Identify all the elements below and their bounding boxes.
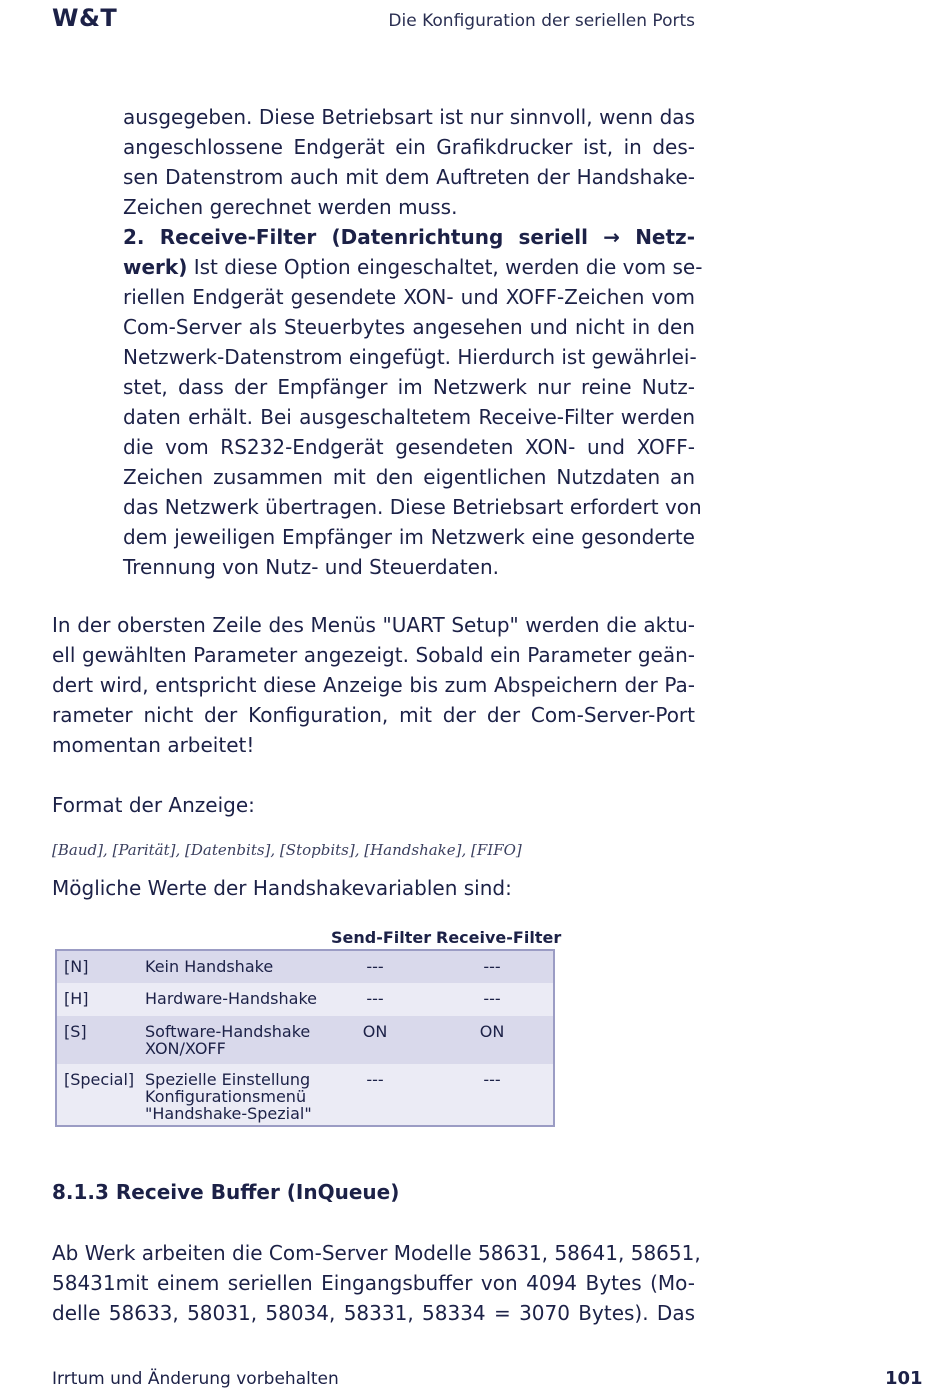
handshake-description: Software-Handshake — [145, 1022, 311, 1041]
handshake-description: Spezielle Einstellung — [145, 1070, 311, 1089]
send-filter-value: ON — [362, 1022, 388, 1041]
handshake-code: [H] — [64, 989, 89, 1008]
send-filter-value: --- — [366, 1070, 384, 1089]
text-line: delle 58633, 58031, 58034, 58331, 58334 = 3070 Bytes). Das — [52, 1301, 695, 1325]
text-line: Ab Werk arbeiten die Com-Server Modelle 58631, 58641, 58651, — [52, 1241, 701, 1265]
text-line: momentan arbeitet! — [52, 733, 255, 757]
receive-filter-paragraph — [123, 222, 703, 582]
text-line: angeschlossene Endgerät ein Grafikdrucker ist, in des- — [123, 135, 695, 159]
handshake-description: Kein Handshake — [145, 957, 274, 976]
text-line: Zeichen gerechnet werden muss. — [123, 195, 458, 219]
table-header-receive-filter: Receive-Filter — [436, 928, 562, 947]
uart-setup-paragraph — [52, 610, 695, 760]
text-line: die vom RS232-Endgerät gesendeten XON- und XOFF- — [123, 435, 695, 459]
text-line: das Netzwerk übertragen. Diese Betriebsart erfordert von — [123, 495, 702, 519]
handshake-description: Hardware-Handshake — [145, 989, 317, 1008]
paragraph-continuation — [123, 102, 695, 222]
text-line: rameter nicht der Konfiguration, mit der der Com-Server-Port — [52, 703, 695, 727]
handshake-table — [55, 949, 555, 1127]
text-fragment: Ist diese Option eingeschaltet, werden die vom se- — [187, 255, 703, 279]
table-row — [57, 951, 553, 983]
table-row — [57, 1016, 553, 1064]
text-line: Trennung von Nutz- und Steuerdaten. — [123, 555, 500, 579]
text-line: dert wird, entspricht diese Anzeige bis zum Abspeichern der Pa- — [52, 673, 695, 697]
text-line: sen Datenstrom auch mit dem Auftreten der Handshake- — [123, 165, 695, 189]
handshake-code: [S] — [64, 1022, 87, 1041]
handshake-description: "Handshake-Spezial" — [145, 1104, 312, 1123]
table-header-send-filter: Send-Filter — [331, 928, 432, 947]
handshake-code: [Special] — [64, 1070, 135, 1089]
format-label: Format der Anzeige: — [52, 793, 255, 817]
text-line: stet, dass der Empfänger im Netzwerk nur reine Nutz- — [123, 375, 695, 399]
text-line: riellen Endgerät gesendete XON- und XOFF-Zeichen vom — [123, 285, 695, 309]
text-line: Netzwerk-Datenstrom eingefügt. Hierdurch ist gewährlei- — [123, 345, 697, 369]
text-line: In der obersten Zeile des Menüs "UART Setup" werden die aktu- — [52, 613, 695, 637]
text-line: ausgegeben. Diese Betriebsart ist nur sinnvoll, wenn das — [123, 105, 695, 129]
text-line — [123, 252, 703, 282]
receive-filter-value: --- — [483, 1070, 501, 1089]
handshake-description: Konfigurationsmenü — [145, 1087, 307, 1106]
text-line: daten erhält. Bei ausgeschaltetem Receive-Filter werden — [123, 405, 695, 429]
text-line: dem jeweiligen Empfänger im Netzwerk eine gesonderte — [123, 525, 695, 549]
send-filter-value: --- — [366, 957, 384, 976]
text-line: Zeichen zusammen mit den eigentlichen Nutzdaten an — [123, 465, 695, 489]
handshake-code: [N] — [64, 957, 89, 976]
handshake-intro: Mögliche Werte der Handshakevariablen sind: — [52, 876, 512, 900]
format-code: [Baud], [Parität], [Datenbits], [Stopbits], [Handshake], [FIFO] — [52, 841, 522, 859]
table-row — [57, 983, 553, 1016]
section-heading: 8.1.3 Receive Buffer (InQueue) — [52, 1180, 400, 1204]
handshake-description: XON/XOFF — [145, 1039, 226, 1058]
page-number: 101 — [885, 1368, 923, 1389]
receive-filter-heading: 2. Receive-Filter (Datenrichtung seriell → Netz- — [123, 225, 695, 249]
receive-filter-value: ON — [479, 1022, 505, 1041]
running-title: Die Konfiguration der seriellen Ports — [388, 11, 695, 31]
table-row — [57, 1064, 553, 1125]
receive-filter-value: --- — [483, 989, 501, 1008]
receive-filter-value: --- — [483, 957, 501, 976]
receive-filter-heading-end: werk) — [123, 255, 188, 279]
send-filter-value: --- — [366, 989, 384, 1008]
receive-buffer-paragraph — [52, 1238, 701, 1328]
text-line: Com-Server als Steuerbytes angesehen und nicht in den — [123, 315, 695, 339]
brand-logo: W&T — [52, 4, 118, 32]
text-line: ell gewählten Parameter angezeigt. Sobald ein Parameter geän- — [52, 643, 695, 667]
footer-disclaimer: Irrtum und Änderung vorbehalten — [52, 1369, 339, 1389]
text-line: 58431mit einem seriellen Eingangsbuffer von 4094 Bytes (Mo- — [52, 1271, 695, 1295]
